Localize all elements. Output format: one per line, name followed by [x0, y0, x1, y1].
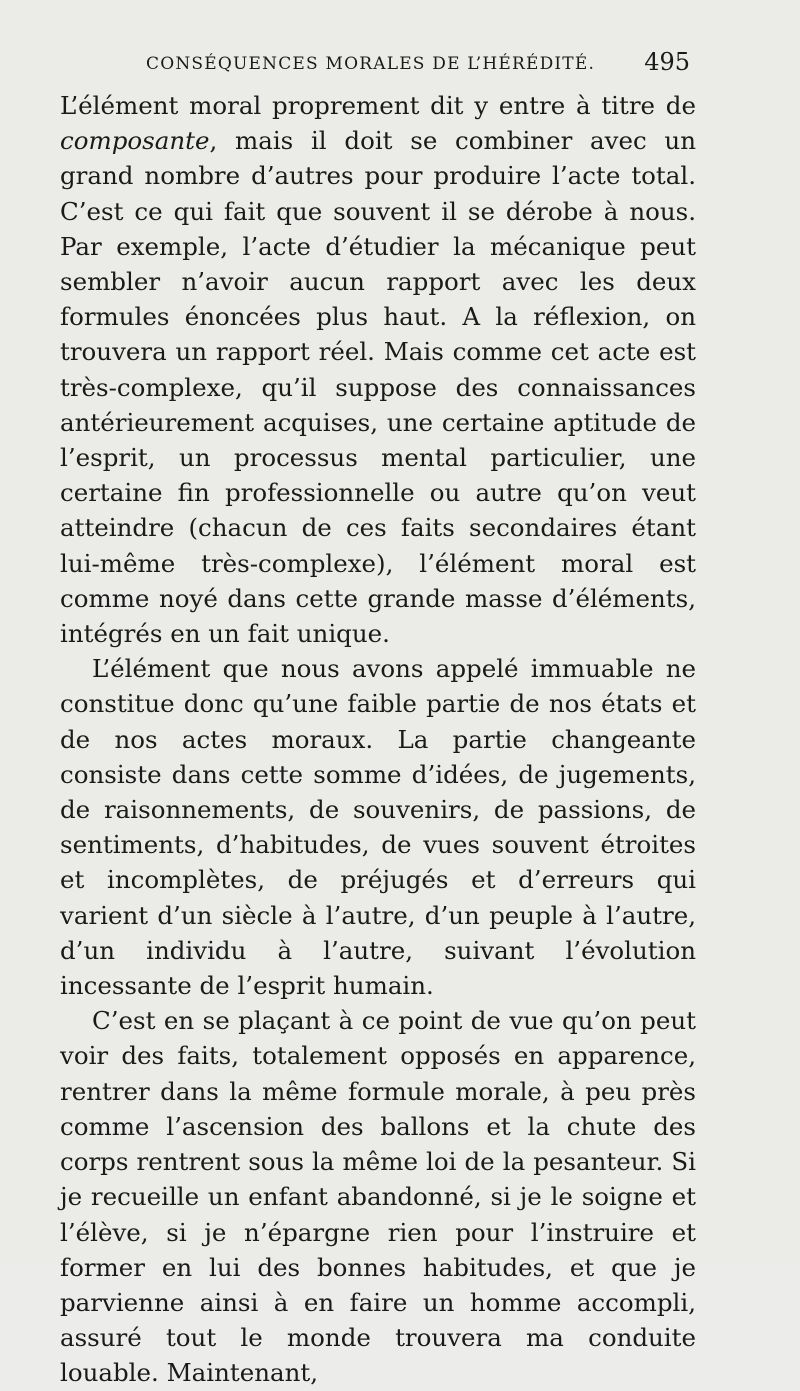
body-text [60, 88, 696, 1391]
running-head [60, 48, 690, 78]
paragraph-2: L’élément que nous avons appelé immuable ne constitue donc qu’une faible partie de nos états et de nos actes moraux. La partie changeante consiste dans cette somme d’idées, de jugements, de raisonnements, de souvenirs, de passions, de sentiments, d’habitudes, de vues souvent étroites et incomplètes, de préjugés et d’erreurs qui varient d’un siècle à l’autre, d’un peuple à l’autre, d’un individu à l’autre, suivant l’évolution incessante de l’esprit humain. [60, 654, 696, 1001]
chapter-title: CONSÉQUENCES MORALES DE L’HÉRÉDITÉ. [146, 54, 596, 74]
paragraph-1-text-before: L’élément moral proprement dit y entre à titre de [60, 91, 696, 120]
page-number: 495 [644, 48, 690, 76]
paragraph-1 [60, 88, 696, 651]
paragraph-3: C’est en se plaçant à ce point de vue qu’on peut voir des faits, totalement opposés en apparence, rentrer dans la même formule morale, à peu près comme l’ascension des ballons et la chute des corps rentrent sous la même loi de la pesanteur. Si je recueille un enfant abandonné, si je le soigne et l’élève, si je n’épargne rien pour l’instruire et former en lui des bonnes habitudes, et que je parvienne ainsi à en faire un homme accompli, assuré tout le monde trouvera ma conduite louable. Maintenant, [60, 1006, 696, 1388]
paragraph-1-text-after: , mais il doit se combiner avec un grand nombre d’autres pour produire l’acte total. C’est ce qui fait que souvent il se dérobe à nous. Par exemple, l’acte d’étudier la mécanique peut sembler n’avoir aucun rapport avec les deux formules énoncées plus haut. A la réflexion, on trouvera un rapport réel. Mais comme cet acte est très-complexe, qu’il suppose des connaissances antérieurement acquises, une certaine aptitude de l’esprit, un processus mental particulier, une certaine fin professionnelle ou autre qu’on veut atteindre (chacun de ces faits secondaires étant lui-même très-complexe), l’élément moral est comme noyé dans cette grande masse d’éléments, intégrés en un fait unique. [60, 126, 696, 649]
italic-term: composante [60, 126, 210, 156]
